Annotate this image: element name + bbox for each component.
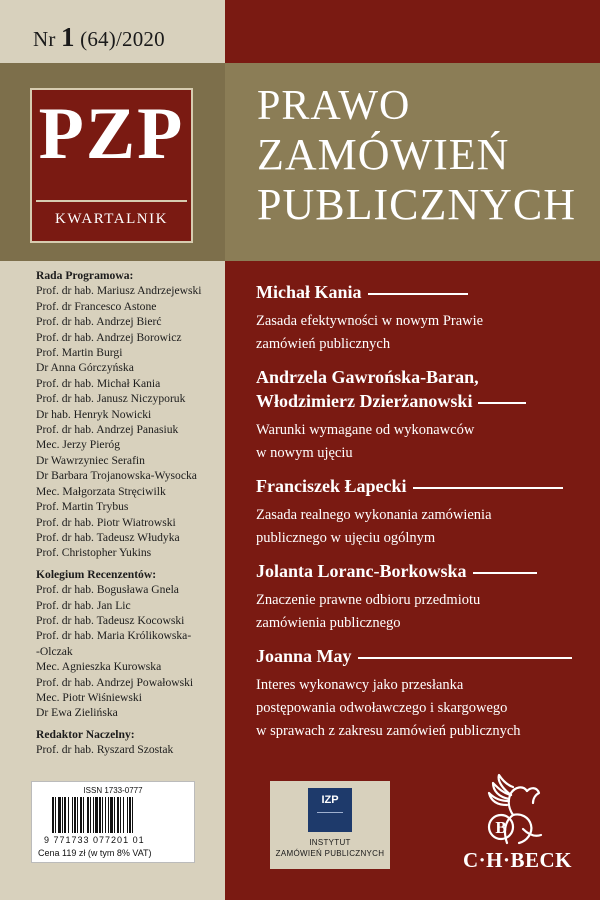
article-title bbox=[256, 589, 586, 635]
article-title bbox=[256, 310, 586, 356]
izp-name-line-2: ZAMÓWIEŃ PUBLICZNYCH bbox=[275, 849, 385, 858]
article bbox=[256, 365, 586, 465]
title-line-3: PUBLICZNYCH bbox=[257, 180, 577, 229]
article-title-line: zamówienia publicznego bbox=[256, 615, 401, 631]
reviewer: Prof. dr hab. Tadeusz Kocowski bbox=[36, 613, 185, 627]
author-rule bbox=[413, 487, 563, 489]
article bbox=[256, 644, 586, 743]
article bbox=[256, 559, 586, 635]
article-title-line: postępowania odwoławczego i skargowego bbox=[256, 700, 508, 716]
program-board-header: Rada Programowa: bbox=[36, 269, 134, 282]
publisher-logo bbox=[463, 773, 573, 873]
reviewer: Dr Ewa Zielińska bbox=[36, 706, 118, 720]
izp-name-line-1: INSTYTUT bbox=[309, 838, 351, 847]
barcode-bar bbox=[117, 797, 119, 833]
article-title-line: Zasada efektywności w nowym Prawie bbox=[256, 313, 484, 329]
barcode-bar bbox=[120, 797, 121, 833]
author-rule bbox=[368, 293, 468, 295]
article-author bbox=[256, 559, 586, 583]
barcode-bar bbox=[132, 797, 133, 833]
barcode-bar bbox=[64, 797, 66, 833]
article-title bbox=[256, 674, 586, 743]
barcode-bar bbox=[52, 797, 54, 833]
barcode-bar bbox=[62, 797, 63, 833]
article-author bbox=[256, 389, 586, 413]
article-title-line: w nowym ujęciu bbox=[256, 445, 353, 461]
article bbox=[256, 474, 586, 550]
author-name: Joanna May bbox=[256, 646, 352, 666]
program-member: Prof. Martin Trybus bbox=[36, 500, 129, 514]
program-member: Prof. dr hab. Andrzej Bierć bbox=[36, 315, 162, 329]
program-member: Prof. dr hab. Mariusz Andrzejewski bbox=[36, 284, 202, 298]
barcode-bar bbox=[110, 797, 113, 833]
barcode-bar bbox=[87, 797, 89, 833]
program-member: Dr Wawrzyniec Serafin bbox=[36, 453, 145, 467]
barcode-bar bbox=[123, 797, 124, 833]
reviewer: Prof. dr hab. Maria Królikowska- bbox=[36, 629, 192, 643]
price: Cena 119 zł (w tym 8% VAT) bbox=[38, 848, 152, 858]
izp-mark-text: IZP bbox=[321, 794, 339, 806]
program-member: Prof. Martin Burgi bbox=[36, 346, 123, 360]
barcode-panel bbox=[31, 781, 195, 863]
author-name: Michał Kania bbox=[256, 282, 362, 302]
program-member: Prof. Christopher Yukins bbox=[36, 546, 152, 560]
publisher-monogram: B bbox=[495, 818, 507, 837]
program-member: Dr Barbara Trojanowska-Wysocka bbox=[36, 469, 197, 483]
article-title bbox=[256, 419, 586, 465]
journal-title bbox=[257, 82, 576, 230]
article-title bbox=[256, 504, 586, 550]
reviewers-header: Kolegium Recenzentów: bbox=[36, 567, 157, 581]
barcode-bar bbox=[99, 797, 101, 833]
barcode-bar bbox=[127, 797, 128, 833]
program-member: Dr Anna Górczyńska bbox=[36, 361, 134, 375]
article-title-line: publicznego w ujęciu ogólnym bbox=[256, 530, 436, 546]
barcode-bar bbox=[55, 797, 56, 833]
barcode-bar bbox=[129, 797, 131, 833]
program-member: Mec. Małgorzata Stręciwilk bbox=[36, 484, 166, 498]
issue-year: (64)/2020 bbox=[74, 27, 165, 51]
reviewer: Prof. dr hab. Andrzej Powałowski bbox=[36, 675, 194, 689]
publisher-name: C·H·BECK bbox=[463, 848, 573, 872]
author-name: Jolanta Loranc-Borkowska bbox=[256, 561, 467, 581]
program-member: Prof. dr hab. Michał Kania bbox=[36, 376, 161, 390]
pzp-logo bbox=[30, 88, 193, 243]
program-member: Mec. Jerzy Pieróg bbox=[36, 438, 121, 452]
izp-logo bbox=[270, 781, 390, 869]
program-member: Dr hab. Henryk Nowicki bbox=[36, 407, 152, 421]
reviewer: Prof. dr hab. Bogusława Gnela bbox=[36, 583, 179, 597]
barcode-bar bbox=[58, 797, 61, 833]
reviewer: -Olczak bbox=[36, 644, 73, 658]
barcode-bar bbox=[93, 797, 94, 833]
title-line-2: ZAMÓWIEŃ bbox=[257, 130, 510, 179]
barcode-bar bbox=[68, 797, 69, 833]
article-title-line: Znaczenie prawne odbioru przedmiotu bbox=[256, 592, 481, 608]
program-member: Prof. dr Francesco Astone bbox=[36, 299, 157, 313]
izp-mark bbox=[308, 788, 352, 832]
reviewer: Mec. Piotr Wiśniewski bbox=[36, 690, 142, 704]
article-title-line: w sprawach z zakresu zamówień publicznych bbox=[256, 723, 521, 739]
barcode-bar bbox=[102, 797, 103, 833]
reviewer: Mec. Agnieszka Kurowska bbox=[36, 660, 162, 674]
article-title-line: Warunki wymagane od wykonawców bbox=[256, 422, 475, 438]
issue-number-big: 1 bbox=[61, 22, 75, 52]
barcode-bars bbox=[52, 797, 176, 833]
barcode-bar bbox=[72, 797, 73, 833]
editor-header: Redaktor Naczelny: bbox=[36, 727, 135, 741]
article-title-line: Zasada realnego wykonania zamówienia bbox=[256, 507, 492, 523]
author-rule bbox=[478, 402, 526, 404]
table-of-contents bbox=[256, 280, 586, 752]
barcode-bar bbox=[105, 797, 106, 833]
article-author bbox=[256, 280, 586, 304]
author-name: Franciszek Łapecki bbox=[256, 476, 407, 496]
title-line-1: PRAWO bbox=[257, 83, 411, 129]
issue-prefix: Nr bbox=[33, 27, 62, 51]
article-title-line: Interes wykonawcy jako przesłanka bbox=[256, 677, 464, 693]
article-author bbox=[256, 365, 586, 389]
barcode-bar bbox=[108, 797, 109, 833]
article-title-line: zamówień publicznych bbox=[256, 336, 391, 352]
author-name: Włodzimierz Dzierżanowski bbox=[256, 391, 473, 411]
article bbox=[256, 280, 586, 356]
program-member: Prof. dr hab. Tadeusz Włudyka bbox=[36, 530, 180, 544]
kwartalnik-label: KWARTALNIK bbox=[36, 200, 187, 236]
program-member: Prof. dr hab. Piotr Wiatrowski bbox=[36, 515, 176, 529]
article-author bbox=[256, 474, 586, 498]
barcode-bar bbox=[114, 797, 115, 833]
article-author bbox=[256, 644, 586, 668]
barcode-bar bbox=[80, 797, 82, 833]
author-rule bbox=[358, 657, 572, 659]
griffin-icon bbox=[463, 773, 563, 849]
pzp-mark: PZP bbox=[38, 93, 185, 175]
issue-number bbox=[0, 0, 225, 63]
barcode-bar bbox=[77, 797, 78, 833]
barcode-bar bbox=[90, 797, 91, 833]
barcode-bar bbox=[83, 797, 84, 833]
issn: ISSN 1733-0777 bbox=[83, 786, 143, 795]
barcode-bar bbox=[74, 797, 76, 833]
barcode-bar bbox=[95, 797, 98, 833]
editorial-board bbox=[36, 268, 221, 758]
author-name: Andrzela Gawrońska-Baran, bbox=[256, 367, 479, 387]
editor-in-chief: Prof. dr hab. Ryszard Szostak bbox=[36, 743, 174, 757]
reviewer: Prof. dr hab. Jan Lic bbox=[36, 598, 131, 612]
author-rule bbox=[473, 572, 537, 574]
program-member: Prof. dr hab. Andrzej Panasiuk bbox=[36, 423, 179, 437]
program-member: Prof. dr hab. Andrzej Borowicz bbox=[36, 330, 182, 344]
barcode-digits: 9 771733 077201 01 bbox=[44, 835, 145, 845]
program-member: Prof. dr hab. Janusz Niczyporuk bbox=[36, 392, 186, 406]
